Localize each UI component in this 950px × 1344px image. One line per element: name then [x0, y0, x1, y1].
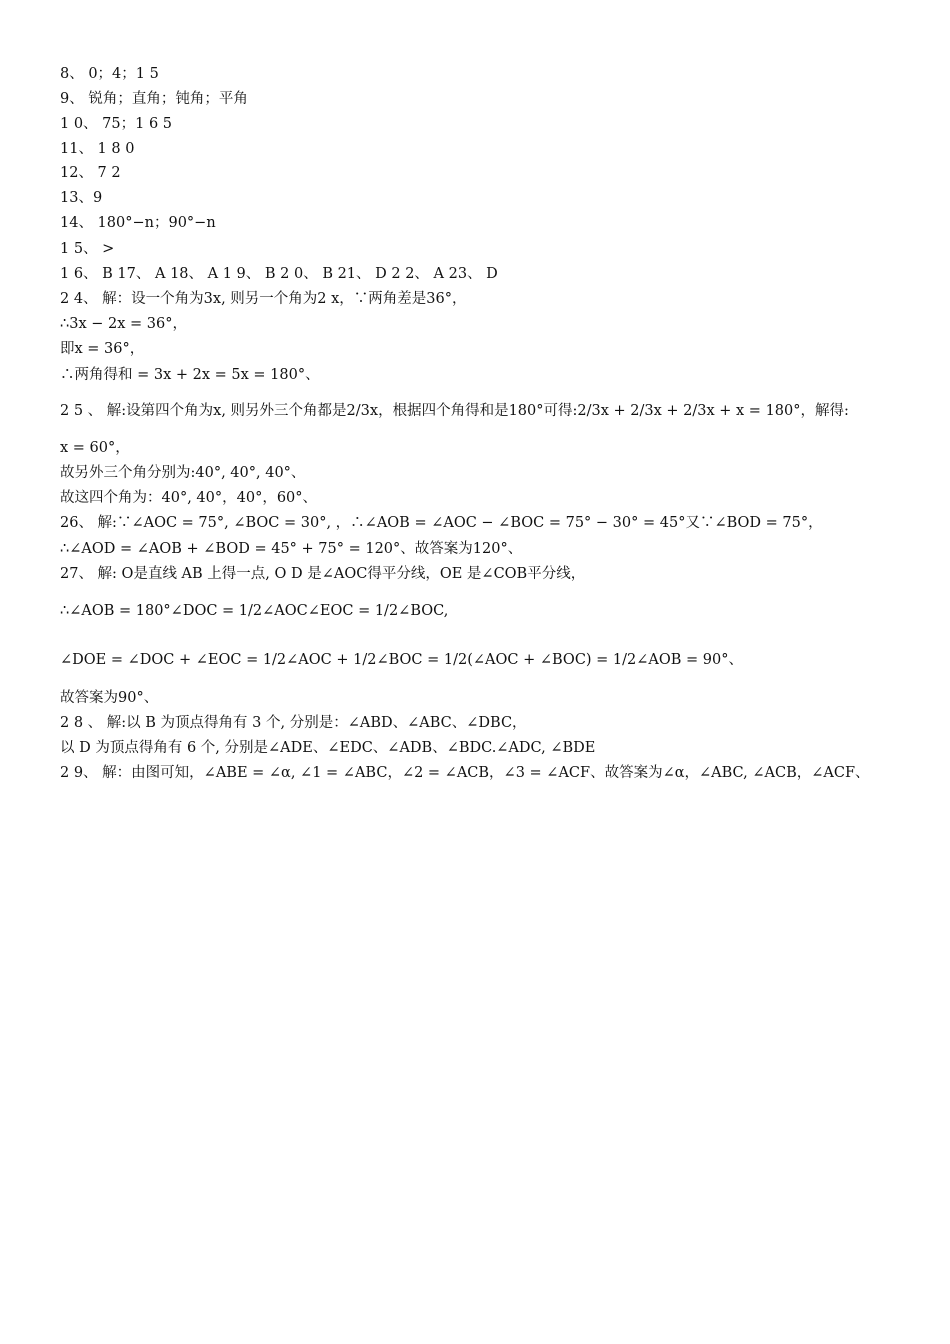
answer-line-9: 9、 锐角；直角；钝角；平角	[60, 91, 248, 107]
answer-line-25-step-1: x = 60°，	[60, 440, 130, 456]
answer-line-16-23: 1 6、 B 17、 A 18、 A 1 9、 B 2 0、 B 21、 D 2 2、 A 23、 D	[60, 266, 498, 282]
answer-line-28: 2 8 、 解:以 B 为顶点得角有 3 个, 分别是：∠ABD、∠ABC、∠DBC，	[60, 715, 527, 731]
answer-line-11: 11、 1 8 0	[60, 141, 135, 157]
answer-line-25-step-3: 故这四个角为：40°, 40°，40°，60°、	[60, 490, 318, 506]
answer-line-14: 14、 180°−n；90°−n	[60, 215, 216, 231]
answer-line-24-step-1: ∴3x − 2x = 36°，	[60, 316, 187, 332]
answer-line-27: 27、 解: O是直线 AB 上得一点, O D 是∠AOC得平分线，OE 是∠COB平分线，	[60, 566, 586, 582]
answer-line-26: 26、 解:∵∠AOC = 75°, ∠BOC = 30°, ，∴∠AOB = ∠AOC − ∠BOC = 75° − 30° = 45°又∵∠BOD = 75°，	[60, 515, 823, 531]
answer-line-12: 12、 7 2	[60, 165, 121, 181]
answer-line-27-step-1: ∴∠AOB = 180°∠DOC = 1/2∠AOC∠EOC = 1/2∠BOC,	[60, 603, 449, 619]
answer-line-15: 1 5、 >	[60, 241, 115, 257]
answer-line-24: 2 4、 解：设一个角为3x, 则另一个角为2 x，∵两角差是36°，	[60, 291, 467, 307]
answer-line-28-step-1: 以 D 为顶点得角有 6 个, 分别是∠ADE、∠EDC、∠ADB、∠BDC.∠ADC, ∠BDE	[60, 740, 596, 756]
answer-line-29: 2 9、 解：由图可知，∠ABE = ∠α, ∠1 = ∠ABC，∠2 = ∠ACB，∠3 = ∠ACF、故答案为∠α，∠ABC, ∠ACB，∠ACF、	[60, 765, 870, 781]
answer-line-25: 2 5 、 解:设第四个角为x, 则另外三个角都是2/3x，根据四个角得和是180°可得:2/3x + 2/3x + 2/3x + x = 180°，解得:	[60, 403, 849, 419]
answer-line-25-step-2: 故另外三个角分别为:40°, 40°, 40°、	[60, 465, 306, 481]
answer-line-24-step-2: 即x = 36°，	[60, 341, 145, 357]
answer-line-26-step-1: ∴∠AOD = ∠AOB + ∠BOD = 45° + 75° = 120°、故答案为120°、	[60, 541, 523, 557]
answer-line-24-step-3: ∴两角得和 = 3x + 2x = 5x = 180°、	[60, 367, 320, 383]
answer-line-27-step-3: 故答案为90°、	[60, 690, 159, 706]
answer-line-8: 8、 0；4；1 5	[60, 66, 159, 82]
answer-line-10: 1 0、 75；1 6 5	[60, 116, 173, 132]
answer-line-13: 13、9	[60, 190, 103, 206]
answer-line-27-step-2: ∠DOE = ∠DOC + ∠EOC = 1/2∠AOC + 1/2∠BOC = 1/2(∠AOC + ∠BOC) = 1/2∠AOB = 90°、	[60, 652, 744, 668]
